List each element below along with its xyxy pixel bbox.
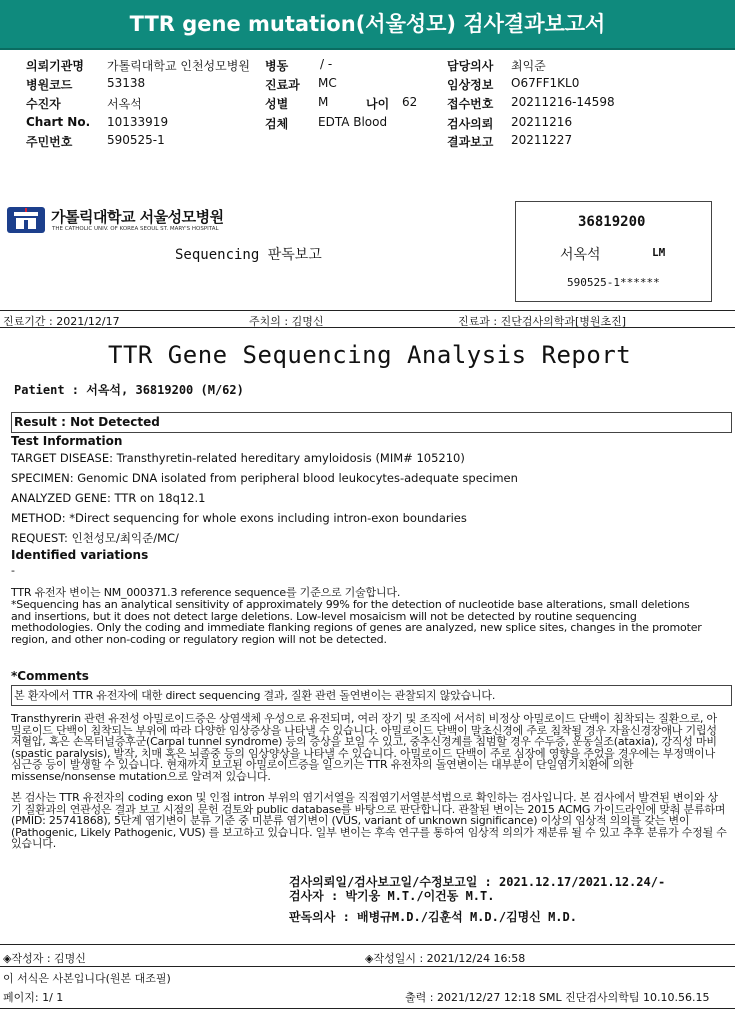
doctor-label: 담당의사 xyxy=(447,59,494,73)
footer-printed: 출력 : 2021/12/27 12:18 SML 진단검사의학팀 10.10.56.15 xyxy=(405,991,710,1004)
age-value: 62 xyxy=(402,95,418,109)
divider xyxy=(0,1008,735,1009)
report-kind: Sequencing 판독보고 xyxy=(175,247,322,263)
ward-value: / - xyxy=(320,57,333,71)
patient-line: Patient : 서옥석, 36819200 (M/62) xyxy=(14,383,244,397)
footer-copy-note: 이 서식은 사본입니다(원본 대조필) xyxy=(3,972,171,985)
clinical-label: 임상정보 xyxy=(447,78,494,92)
report-title: TTR Gene Sequencing Analysis Report xyxy=(108,341,632,369)
report-date-label: 결과보고 xyxy=(447,135,494,149)
sensitivity-note: *Sequencing has an analytical sensitivity of approximately 99% for the detection of nucleotide base alterations, small deletions and insertions, but it does not detect large deletions. Low-level mosaicism will not be detected by routine sequencing methodologies. Only the coding and immediate flanking regions of genes are analyzed, new splice sites, changes in the promoter region, and other non-coding or regulatory region will not be detected. xyxy=(11,598,702,646)
result-text: Result : Not Detected xyxy=(14,415,160,429)
analyzed-gene: ANALYZED GENE: TTR on 18q12.1 xyxy=(11,491,206,505)
reference-note: TTR 유전자 변이는 NM_000371.3 reference sequence를 기준으로 기술합니다. xyxy=(11,586,401,599)
patient-box-code: LM xyxy=(652,246,666,259)
id-no-value: 590525-1 xyxy=(107,133,165,147)
dept-value: MC xyxy=(318,76,337,90)
institution-label: 의뢰기관명 xyxy=(26,59,84,73)
chart-no-label: Chart No. xyxy=(26,115,91,129)
footer-written-at: ◈작성일시 : 2021/12/24 16:58 xyxy=(365,952,526,965)
report-date-value: 20211227 xyxy=(511,133,573,147)
variations-heading: Identified variations xyxy=(11,548,149,562)
hospital-code-value: 53138 xyxy=(107,76,146,90)
test-info-heading: Test Information xyxy=(11,434,123,448)
hospital-name-en: THE CATHOLIC UNIV. OF KOREA SEOUL ST. MARY'S HOSPITAL xyxy=(52,226,219,232)
footer-page: 페이지: 1/ 1 xyxy=(3,991,64,1004)
variations-value: - xyxy=(11,564,15,577)
age-label: 나이 xyxy=(366,97,390,111)
divider xyxy=(0,310,735,311)
sign-doctors: 판독의사 : 배병규M.D./김훈석 M.D./김명신 M.D. xyxy=(289,910,577,924)
target-disease: TARGET DISEASE: Transthyretin-related hereditary amyloidosis (MIM# 105210) xyxy=(11,451,465,465)
patient-box-number: 36819200 xyxy=(578,214,646,230)
institution-value: 가톨릭대학교 인천성모병원 xyxy=(107,59,250,73)
visit-department: 진료과 : 진단검사의학과[병원초진] xyxy=(458,315,627,328)
divider xyxy=(0,327,735,328)
specimen-line: SPECIMEN: Genomic DNA isolated from peripheral blood leukocytes-adequate specimen xyxy=(11,471,518,485)
paragraph-2: 본 검사는 TTR 유전자의 coding exon 및 인접 intron 부위의 염기서열을 직접염기서열분석법으로 확인하는 검사입니다. 본 검사에서 발견된 변이와 상기 질환과의 연관성은 결과 보고 시점의 문헌 검토와 public database를 바탕으로 판단합니다. 관찰된 변이는 2015 ACMG 가이드라인에 맞춰 분류하며 (PMID: 25741868), 5단계 염기변이 분류 기준 중 미분류 염기변이 (VUS, variant of unknown significance) 이상의 임상적 의의를 갖는 변이 (Pathogenic, Likely Pathogenic, VUS) 를 보고하고 있습니다. 일부 변이는 후속 연구를 통하여 임상적 의의가 재분류 될 수 있고 추후 분류가 수정될 수 있습니다. xyxy=(11,791,727,850)
sex-label: 성별 xyxy=(265,97,289,111)
request-date-label: 검사의뢰 xyxy=(447,117,494,131)
visit-period: 진료기간 : 2021/12/17 xyxy=(3,315,120,328)
accession-value: 20211216-14598 xyxy=(511,95,615,109)
sex-value: M xyxy=(318,95,329,109)
visit-physician: 주치의 : 김명신 xyxy=(249,315,324,328)
sign-technicians: 검사자 : 박기웅 M.T./이건동 M.T. xyxy=(289,889,495,903)
page-title: TTR gene mutation(서울성모) 검사결과보고서 xyxy=(129,12,606,36)
dept-label: 진료과 xyxy=(265,78,300,92)
footer-author: ◈작성자 : 김명신 xyxy=(3,952,86,965)
clinical-value: O67FF1KL0 xyxy=(511,76,580,90)
request-date-value: 20211216 xyxy=(511,115,573,129)
patient-box-id: 590525-1****** xyxy=(567,276,660,289)
ward-label: 병동 xyxy=(265,59,289,73)
comments-heading: *Comments xyxy=(11,669,89,683)
hospital-logo-icon xyxy=(6,204,46,236)
id-no-label: 주민번호 xyxy=(26,135,73,149)
specimen-value: EDTA Blood xyxy=(318,115,388,129)
patient-box-name: 서옥석 xyxy=(560,247,601,263)
sign-dates: 검사의뢰일/검사보고일/수정보고일 : 2021.12.17/2021.12.24/- xyxy=(289,875,666,889)
receiver-label: 수진자 xyxy=(26,97,61,111)
chart-no-value: 10133919 xyxy=(107,115,169,129)
divider xyxy=(0,966,735,967)
receiver-value: 서옥석 xyxy=(107,97,142,111)
paragraph-1: Transthyrerin 관련 유전성 아밀로이드증은 상염색체 우성으로 유전되며, 여러 장기 및 조직에 서서히 비정상 아밀로이드 단백이 침착되는 질환으로, 아밀로이드 단백이 침착되는 부위에 따라 다양한 임상증상을 나타낼 수 있습니다. 아밀로이드 단백이 말초신경에 주로 침착될 경우 자율신경장애나 기립성 저혈압, 혹은 손목터널증후군(Carpal tunnel syndrome) 등의 증상을 보일 수 있고, 중추신경계를 침범할 경우 수두증, 운동실조(ataxia), 강직성 마비(spastic paralysis), 발작, 치매 혹은 뇌졸중 등의 임상양상을 나타낼 수 있습니다. 아밀로이드 단백이 주로 심장에 영향을 주었을 경우에는 부정맥이나 심근증 등이 발생할 수 있습니다. 현재까지 보고된 아밀로이드증을 일으키는 TTR 유전자의 돌연변이는 대부분이 단일염기치환에 의한 missense/nonsense mutation으로 알려져 있습니다. xyxy=(11,712,717,783)
divider xyxy=(0,944,735,945)
method-line: METHOD: *Direct sequencing for whole exons including intron-exon boundaries xyxy=(11,511,467,525)
comment-box-text: 본 환자에서 TTR 유전자에 대한 direct sequencing 결과, 질환 관련 돌연변이는 관찰되지 않았습니다. xyxy=(14,689,496,702)
hospital-code-label: 병원코드 xyxy=(26,78,73,92)
accession-label: 접수번호 xyxy=(447,97,494,111)
request-line: REQUEST: 인천성모/최익준/MC/ xyxy=(11,531,179,545)
doctor-value: 최익준 xyxy=(511,59,546,73)
hospital-name: 가톨릭대학교 서울성모병원 xyxy=(51,208,224,226)
specimen-label: 검체 xyxy=(265,117,289,131)
